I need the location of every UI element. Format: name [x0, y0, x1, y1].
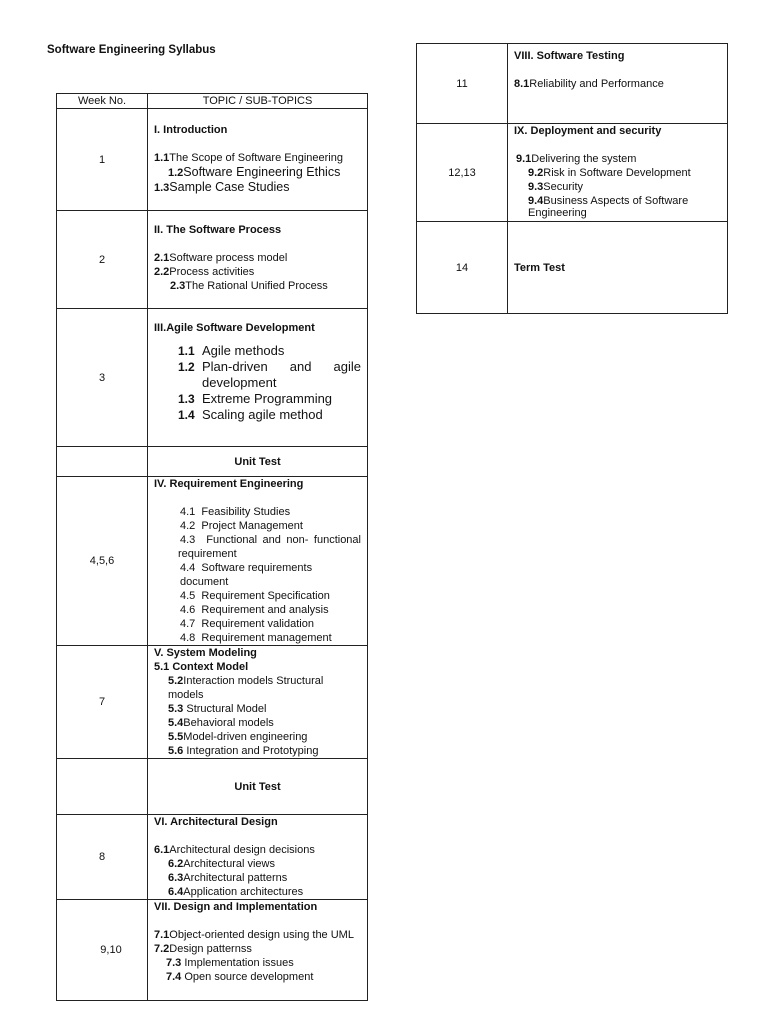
section-title: Term Test — [514, 261, 565, 274]
syllabus-table-left — [56, 93, 368, 1001]
subtopic: 5.2Interaction models Structural models — [168, 675, 324, 701]
week-cell: 9,10 — [57, 900, 148, 1001]
table-row — [417, 222, 728, 314]
subtopic: 9.1Delivering the system — [516, 153, 637, 165]
section-title: V. System Modeling — [154, 647, 257, 659]
topic-cell — [508, 222, 728, 314]
subtopic: 6.4Application architectures — [168, 886, 304, 898]
week-cell: 3 — [57, 309, 148, 447]
subtopic: 1.3 Extreme Programming — [178, 391, 333, 406]
subtopic: 1.1 Agile methods — [178, 343, 285, 358]
section-title: IX. Deployment and security — [514, 125, 662, 137]
subtopic: 6.2Architectural views — [168, 858, 275, 870]
subtopic-continuation: development — [202, 375, 277, 390]
topic-cell — [148, 815, 368, 900]
subtopic: 4.6 Requirement and analysis — [180, 604, 329, 616]
table-row — [57, 309, 368, 447]
subtopic: 4.4 Software requirements document — [180, 562, 313, 588]
subtopic: 9.3Security — [528, 181, 584, 193]
column-header-topic: TOPIC / SUB-TOPICS — [148, 94, 368, 109]
week-cell — [57, 447, 148, 477]
subtopic: 7.1Object-oriented design using the UML — [154, 929, 354, 941]
subtopic: 2.1Software process model — [154, 252, 288, 264]
subtopic: 1.1The Scope of Software Engineering — [154, 152, 343, 164]
section-title: VII. Design and Implementation — [154, 901, 318, 913]
subtopic: 5.4Behavioral models — [168, 717, 274, 729]
table-row — [57, 759, 368, 815]
week-cell: 14 — [417, 222, 508, 314]
subtopic: 9.2Risk in Software Development — [528, 167, 691, 179]
table-row — [57, 900, 368, 1001]
table-row — [57, 447, 368, 477]
section-title: IV. Requirement Engineering — [154, 478, 304, 490]
table-row — [57, 477, 368, 646]
subtopic: 1.4 Scaling agile method — [178, 407, 323, 422]
topic-cell — [508, 124, 728, 222]
column-header-week: Week No. — [57, 94, 148, 109]
topic-cell — [148, 900, 368, 1001]
topic-cell — [148, 646, 368, 759]
subtopic: 1.2 Plan-driven and agile — [178, 359, 361, 374]
subtopic: 7.2Design patternss — [154, 943, 252, 955]
week-cell: 2 — [57, 211, 148, 309]
table-row — [57, 109, 368, 211]
subtopic: 4.8 Requirement management — [180, 632, 332, 644]
subtopic: 4.1 Feasibility Studies — [180, 506, 291, 518]
subtopic: 5.5Model-driven engineering — [168, 731, 308, 743]
subtopic: 6.3Architectural patterns — [168, 872, 288, 884]
unit-test-cell: Unit Test — [148, 759, 368, 815]
subtopic: 2.2Process activities — [154, 266, 255, 278]
section-subtitle: 5.1 Context Model — [154, 661, 249, 673]
subtopic: 4.3 Functional and non- functional — [180, 534, 361, 546]
subtopic: 4.5 Requirement Specification — [180, 590, 330, 602]
section-title: II. The Software Process — [154, 224, 282, 236]
topic-cell — [148, 211, 368, 309]
section-title: VIII. Software Testing — [514, 50, 625, 62]
week-cell: 4,5,6 — [57, 477, 148, 646]
subtopic: 7.4 Open source development — [166, 971, 314, 983]
section-title: I. Introduction — [154, 124, 228, 136]
table-row — [57, 646, 368, 759]
subtopic: 1.3Sample Case Studies — [154, 180, 290, 194]
table-row — [57, 815, 368, 900]
subtopic-continuation: Engineering — [528, 207, 587, 219]
document-title: Software Engineering Syllabus — [47, 44, 216, 56]
topic-cell — [148, 477, 368, 646]
subtopic-continuation: requirement — [178, 548, 237, 560]
topic-cell — [148, 309, 368, 447]
week-cell: 1 — [57, 109, 148, 211]
subtopic: 6.1Architectural design decisions — [154, 844, 315, 856]
table-row — [417, 124, 728, 222]
week-cell: 8 — [57, 815, 148, 900]
subtopic: 1.2Software Engineering Ethics — [168, 165, 341, 179]
subtopic: 2.3The Rational Unified Process — [170, 280, 328, 292]
subtopic: 5.3 Structural Model — [168, 703, 267, 715]
topic-cell — [148, 109, 368, 211]
subtopic: 8.1Reliability and Performance — [514, 78, 664, 90]
subtopic: 9.4Business Aspects of Software — [528, 195, 689, 207]
subtopic: 4.2 Project Management — [180, 520, 303, 532]
week-cell: 7 — [57, 646, 148, 759]
subtopic: 4.7 Requirement validation — [180, 618, 314, 630]
week-cell: 11 — [417, 44, 508, 124]
unit-test-cell: Unit Test — [148, 447, 368, 477]
subtopic: 7.3 Implementation issues — [166, 957, 294, 969]
week-cell — [57, 759, 148, 815]
table-row — [57, 211, 368, 309]
subtopic: 5.6 Integration and Prototyping — [168, 745, 319, 757]
table-row — [417, 44, 728, 124]
week-cell: 12,13 — [417, 124, 508, 222]
table-header-row — [57, 94, 368, 109]
topic-cell — [508, 44, 728, 124]
section-title: III.Agile Software Development — [154, 322, 315, 334]
section-title: VI. Architectural Design — [154, 816, 278, 828]
syllabus-table-right — [416, 43, 728, 314]
